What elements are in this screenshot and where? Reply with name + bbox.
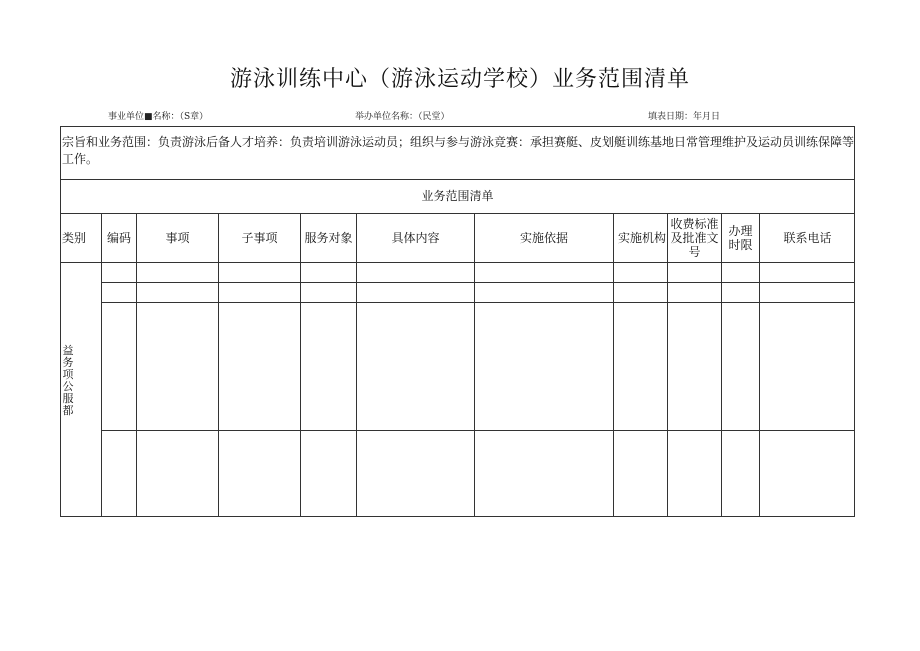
column-header-code: 编码 bbox=[106, 231, 131, 245]
category-public-service: 益务项公服都 bbox=[62, 344, 74, 417]
fill-date-label: 填表日期：年月日 bbox=[648, 112, 721, 122]
unit-name-label: 事业单位■名称：（S章） bbox=[108, 112, 209, 122]
row-divider bbox=[101, 430, 855, 431]
column-header-fee: 收费标准及批准文号 bbox=[670, 217, 719, 259]
column-header-basis: 实施依据 bbox=[519, 231, 568, 245]
host-unit-label: 举办单位名称：（民堂） bbox=[355, 112, 450, 122]
column-header-content: 具体内容 bbox=[391, 231, 440, 245]
column-header-agency: 实施机构 bbox=[617, 231, 666, 245]
table-caption: 业务范围清单 bbox=[421, 189, 494, 203]
column-header-time-limit: 办理时限 bbox=[728, 224, 753, 252]
scope-text: 宗旨和业务范围：负责游泳后备人才培养：负责培训游泳运动员；组织与参与游泳竞赛：承担赛艇、皮划艇训练基地日常管理维护及运动员训练保障等工作。 bbox=[62, 135, 855, 166]
column-header-phone: 联系电话 bbox=[783, 231, 832, 245]
column-header-item: 事项 bbox=[165, 231, 190, 245]
column-header-subitem: 子事项 bbox=[241, 231, 278, 245]
row-divider bbox=[101, 282, 855, 283]
column-header-service-target: 服务对象 bbox=[304, 231, 353, 245]
row-divider bbox=[101, 302, 855, 303]
column-header-category: 类别 bbox=[62, 231, 87, 245]
row-divider bbox=[60, 262, 855, 263]
document-title: 游泳训练中心（游泳运动学校）业务范围清单 bbox=[229, 67, 690, 92]
